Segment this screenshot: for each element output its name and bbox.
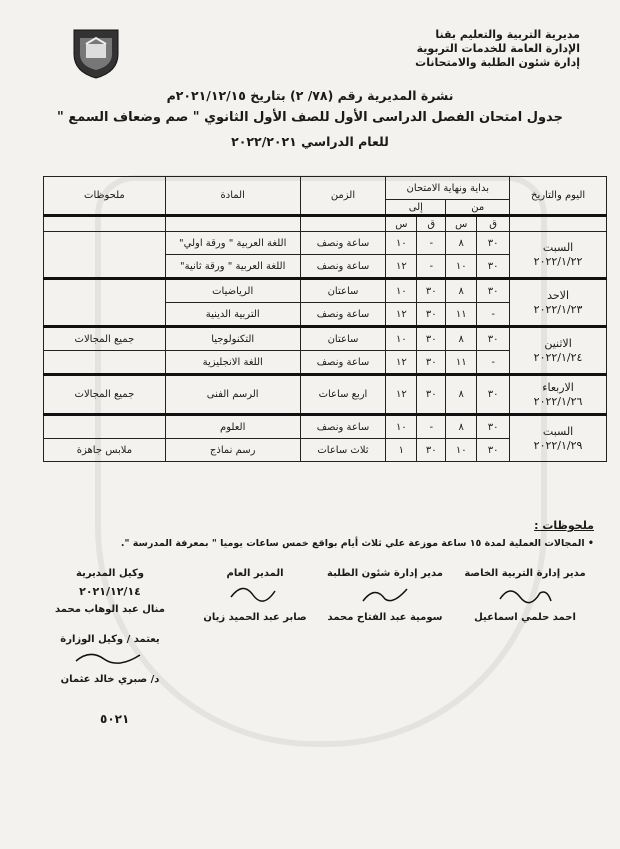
note [44, 232, 166, 279]
from-q: ٣٠ [477, 415, 510, 439]
from-s: ١١ [446, 351, 477, 375]
notes-body: المجالات العملية لمدة ١٥ ساعة موزعة علي ثلاث أيام بواقع خمس ساعات يوميا " بمعرفة المدرسة ". [120, 538, 585, 549]
subject-header-spacer [165, 216, 300, 232]
authority-line-2: الإدارة العامة للخدمات التربوية [416, 42, 580, 55]
time-header-spacer [300, 216, 386, 232]
duration: اربع ساعات [300, 375, 386, 415]
subject: الرياضيات [165, 279, 300, 303]
sub-q: ق [477, 216, 510, 232]
day-name: الاحد [547, 288, 570, 302]
signatory-name: صابر عبد الحميد زيان [203, 612, 307, 623]
duration: ساعة ونصف [300, 303, 386, 327]
note: جميع المجالات [44, 375, 166, 415]
from-s: ٨ [446, 375, 477, 415]
signatory-role: المدير العام [226, 568, 284, 579]
day-date: ٢٠٢٢/١/٢٤ [533, 350, 583, 364]
bulletin-number: نشرة المديرية رقم (٧٨/ ٢) بتاريخ ٢٠٢١/١٢/١٥م [166, 88, 454, 103]
header-range: بداية ونهاية الامتحان [386, 177, 510, 200]
issuing-authority [415, 28, 580, 70]
signatory-name: سومية عبد الفتاح محمد [327, 612, 443, 623]
to-q: ٣٠ [417, 375, 446, 415]
from-q: ٣٠ [477, 232, 510, 255]
to-s: ١٢ [386, 375, 417, 415]
to-q: ٣٠ [417, 439, 446, 462]
authority-line-3: إدارة شئون الطلبة والامتحانات [415, 56, 580, 69]
day-name: السبت [542, 240, 574, 254]
signature-block-student-affairs [315, 568, 455, 623]
to-q: ٣٠ [417, 327, 446, 351]
handwritten-signature [495, 579, 555, 609]
header-to: إلى [386, 200, 446, 216]
note [44, 415, 166, 439]
note [44, 351, 166, 375]
day-date: ٢٠٢٢/١/٢٦ [533, 394, 583, 408]
approval-date: ٢٠٢١/١٢/١٤ [79, 585, 141, 598]
day-date: ٢٠٢٢/١/٢٢ [533, 254, 583, 268]
signatory-role: وكيل المديرية [76, 568, 144, 579]
subject: اللغة العربية " ورقة اولي" [165, 232, 300, 255]
duration: ساعة ونصف [300, 232, 386, 255]
subject: التربية الدينية [165, 303, 300, 327]
academic-year: للعام الدراسي ٢٠٢٢/٢٠٢١ [231, 134, 389, 149]
signatory-name: احمد حلمي اسماعيل [474, 612, 576, 623]
day-name: الاربعاء [542, 380, 574, 394]
sub-s: س [446, 216, 477, 232]
handwritten-signature [355, 579, 415, 609]
notes-heading: ملحوظات : [534, 519, 594, 532]
to-s: ١٢ [386, 255, 417, 279]
day-cell [510, 279, 607, 327]
from-q: ٣٠ [477, 375, 510, 415]
subject: الرسم الفنى [165, 375, 300, 415]
to-q: - [417, 232, 446, 255]
from-s: ١٠ [446, 255, 477, 279]
schedule-title: جدول امتحان الفصل الدراسى الأول للصف الأول الثانوي " صم وضعاف السمع " [57, 110, 563, 125]
approval-label: يعتمد / وكيل الوزارة [60, 634, 160, 645]
subject: اللغة الانجليزية [165, 351, 300, 375]
signatory-name: منال عبد الوهاب محمد [55, 604, 165, 615]
to-s: ١٢ [386, 303, 417, 327]
subject: رسم نماذج [165, 439, 300, 462]
signatory-role: مدير إدارة التربية الخاصة [464, 568, 586, 579]
handwritten-signature [225, 579, 285, 609]
duration: ثلاث ساعات [300, 439, 386, 462]
duration: ساعتان [300, 327, 386, 351]
note: جميع المجالات [44, 327, 166, 351]
day-name: الاثنين [544, 336, 572, 350]
handwritten-signature [70, 645, 150, 671]
notes-header-spacer [44, 216, 166, 232]
day-cell [510, 375, 607, 415]
to-q: ٣٠ [417, 351, 446, 375]
header-time: الزمن [300, 177, 386, 216]
day-date: ٢٠٢٢/١/٢٣ [533, 302, 583, 316]
day-date: ٢٠٢٢/١/٢٩ [533, 438, 583, 452]
from-s: ٨ [446, 327, 477, 351]
day-cell [510, 232, 607, 279]
sub-s: س [386, 216, 417, 232]
note [44, 279, 166, 327]
duration: ساعة ونصف [300, 351, 386, 375]
from-q: ٣٠ [477, 279, 510, 303]
signature-block-deputy-directorate [40, 568, 180, 615]
header-notes: ملحوظات [44, 177, 166, 216]
from-s: ٨ [446, 232, 477, 255]
duration: ساعتان [300, 279, 386, 303]
to-s: ١٠ [386, 415, 417, 439]
note: ملابس جاهزة [44, 439, 166, 462]
from-q: - [477, 351, 510, 375]
signature-block-special-ed [450, 568, 600, 623]
duration: ساعة ونصف [300, 255, 386, 279]
to-s: ١٢ [386, 351, 417, 375]
from-s: ١٠ [446, 439, 477, 462]
day-cell [510, 415, 607, 462]
header-from: من [446, 200, 510, 216]
from-q: ٣٠ [477, 255, 510, 279]
to-s: ١٠ [386, 279, 417, 303]
subject: العلوم [165, 415, 300, 439]
to-s: ١ [386, 439, 417, 462]
approver-name: د/ صبري خالد عثمان [60, 674, 160, 685]
header-day: اليوم والتاريخ [510, 177, 607, 216]
to-s: ١٠ [386, 327, 417, 351]
day-name: السبت [542, 424, 574, 438]
authority-line-1: مديرية التربية والتعليم بقنا [435, 28, 580, 41]
from-q: ٣٠ [477, 439, 510, 462]
to-s: ١٠ [386, 232, 417, 255]
to-q: - [417, 415, 446, 439]
header-subject: المادة [165, 177, 300, 216]
to-q: ٣٠ [417, 303, 446, 327]
from-s: ٨ [446, 415, 477, 439]
from-s: ٨ [446, 279, 477, 303]
day-cell [510, 327, 607, 375]
duration: ساعة ونصف [300, 415, 386, 439]
subject: اللغة العربية " ورقة ثانية" [165, 255, 300, 279]
sub-q: ق [417, 216, 446, 232]
to-q: - [417, 255, 446, 279]
to-q: ٣٠ [417, 279, 446, 303]
ministry-approval [45, 634, 175, 685]
notes-text: • المجالات العملية لمدة ١٥ ساعة موزعة علي ثلاث أيام بواقع خمس ساعات يوميا " بمعرفة المدرسة ". [120, 538, 594, 549]
from-q: ٣٠ [477, 327, 510, 351]
exam-schedule-table [43, 176, 607, 462]
signature-block-director-general [190, 568, 320, 623]
subject: التكنولوجيا [165, 327, 300, 351]
footer-number: ٥٠٢١ [100, 712, 130, 726]
from-q: - [477, 303, 510, 327]
day-header-spacer [510, 216, 607, 232]
from-s: ١١ [446, 303, 477, 327]
signatory-role: مدير إدارة شئون الطلبة [327, 568, 443, 579]
ministry-logo [70, 24, 122, 80]
